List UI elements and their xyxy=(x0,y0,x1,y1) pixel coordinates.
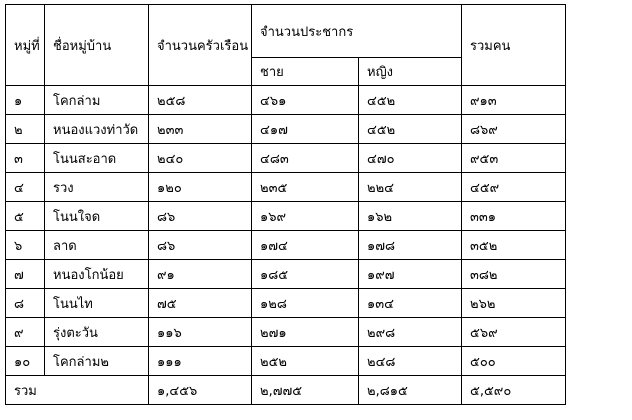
total-female: ๒,๘๑๕ xyxy=(359,376,462,405)
cell-female: ๔๗๐ xyxy=(359,144,462,173)
total-label: รวม xyxy=(6,376,149,405)
cell-total: ๓๘๒ xyxy=(462,260,566,289)
cell-female: ๑๗๘ xyxy=(359,231,462,260)
cell-female: ๒๔๘ xyxy=(359,347,462,376)
total-population: ๕,๕๙๐ xyxy=(462,376,566,405)
population-table-wrapper xyxy=(5,4,566,405)
total-households: ๑,๔๕๖ xyxy=(149,376,252,405)
cell-male: ๒๕๒ xyxy=(252,347,359,376)
cell-village-name: โนนไท xyxy=(45,289,149,318)
cell-village-no: ๘ xyxy=(6,289,45,318)
table-row xyxy=(6,144,566,173)
cell-total: ๙๕๓ xyxy=(462,144,566,173)
cell-households: ๙๑ xyxy=(149,260,252,289)
cell-female: ๑๙๗ xyxy=(359,260,462,289)
table-body xyxy=(6,86,566,405)
header-households: จำนวนครัวเรือน xyxy=(149,5,252,86)
cell-male: ๔๖๑ xyxy=(252,86,359,115)
cell-village-name: รุ่งตะวัน xyxy=(45,318,149,347)
cell-total: ๙๑๓ xyxy=(462,86,566,115)
cell-male: ๑๘๕ xyxy=(252,260,359,289)
cell-village-no: ๒ xyxy=(6,115,45,144)
cell-male: ๑๖๙ xyxy=(252,202,359,231)
cell-village-name: โนนสะอาด xyxy=(45,144,149,173)
cell-female: ๒๒๔ xyxy=(359,173,462,202)
cell-female: ๔๕๒ xyxy=(359,86,462,115)
cell-village-name: โคกล่าม๒ xyxy=(45,347,149,376)
header-village-name: ชื่อหมู่บ้าน xyxy=(45,5,149,86)
cell-total: ๘๖๙ xyxy=(462,115,566,144)
cell-village-name: ลาด xyxy=(45,231,149,260)
cell-village-no: ๑๐ xyxy=(6,347,45,376)
cell-female: ๔๕๒ xyxy=(359,115,462,144)
cell-total: ๒๖๒ xyxy=(462,289,566,318)
table-row xyxy=(6,115,566,144)
table-row xyxy=(6,289,566,318)
cell-households: ๑๑๑ xyxy=(149,347,252,376)
cell-households: ๑๑๖ xyxy=(149,318,252,347)
cell-female: ๒๙๘ xyxy=(359,318,462,347)
cell-village-no: ๑ xyxy=(6,86,45,115)
header-population: จำนวนประชากร xyxy=(252,5,462,58)
header-total: รวมคน xyxy=(462,5,566,86)
table-row xyxy=(6,318,566,347)
cell-male: ๒๓๕ xyxy=(252,173,359,202)
cell-village-no: ๗ xyxy=(6,260,45,289)
cell-village-no: ๙ xyxy=(6,318,45,347)
header-male: ชาย xyxy=(252,58,359,86)
cell-village-no: ๕ xyxy=(6,202,45,231)
cell-households: ๒๕๘ xyxy=(149,86,252,115)
cell-total: ๓๓๑ xyxy=(462,202,566,231)
table-row xyxy=(6,347,566,376)
cell-male: ๑๗๔ xyxy=(252,231,359,260)
cell-village-name: หนองโกน้อย xyxy=(45,260,149,289)
table-row xyxy=(6,202,566,231)
cell-male: ๑๒๘ xyxy=(252,289,359,318)
cell-total: ๕๐๐ xyxy=(462,347,566,376)
population-table xyxy=(5,4,566,405)
total-row xyxy=(6,376,566,405)
table-row xyxy=(6,231,566,260)
cell-village-no: ๔ xyxy=(6,173,45,202)
cell-village-name: โคกล่าม xyxy=(45,86,149,115)
cell-households: ๗๕ xyxy=(149,289,252,318)
cell-households: ๒๓๓ xyxy=(149,115,252,144)
cell-total: ๕๖๙ xyxy=(462,318,566,347)
cell-total: ๔๕๙ xyxy=(462,173,566,202)
cell-male: ๒๗๑ xyxy=(252,318,359,347)
cell-village-name: หนองแวงท่าวัด xyxy=(45,115,149,144)
cell-total: ๓๕๒ xyxy=(462,231,566,260)
table-row xyxy=(6,173,566,202)
cell-households: ๑๒๐ xyxy=(149,173,252,202)
cell-households: ๘๖ xyxy=(149,231,252,260)
cell-village-no: ๖ xyxy=(6,231,45,260)
cell-village-name: รวง xyxy=(45,173,149,202)
cell-village-name: โนนใจด xyxy=(45,202,149,231)
header-female: หญิง xyxy=(359,58,462,86)
cell-households: ๘๖ xyxy=(149,202,252,231)
cell-households: ๒๔๐ xyxy=(149,144,252,173)
cell-village-no: ๓ xyxy=(6,144,45,173)
total-male: ๒,๗๗๕ xyxy=(252,376,359,405)
header-row xyxy=(6,5,566,58)
header-village-no: หมู่ที่ xyxy=(6,5,45,86)
cell-female: ๑๖๒ xyxy=(359,202,462,231)
cell-male: ๔๑๗ xyxy=(252,115,359,144)
table-row xyxy=(6,86,566,115)
table-row xyxy=(6,260,566,289)
cell-male: ๔๘๓ xyxy=(252,144,359,173)
cell-female: ๑๓๔ xyxy=(359,289,462,318)
